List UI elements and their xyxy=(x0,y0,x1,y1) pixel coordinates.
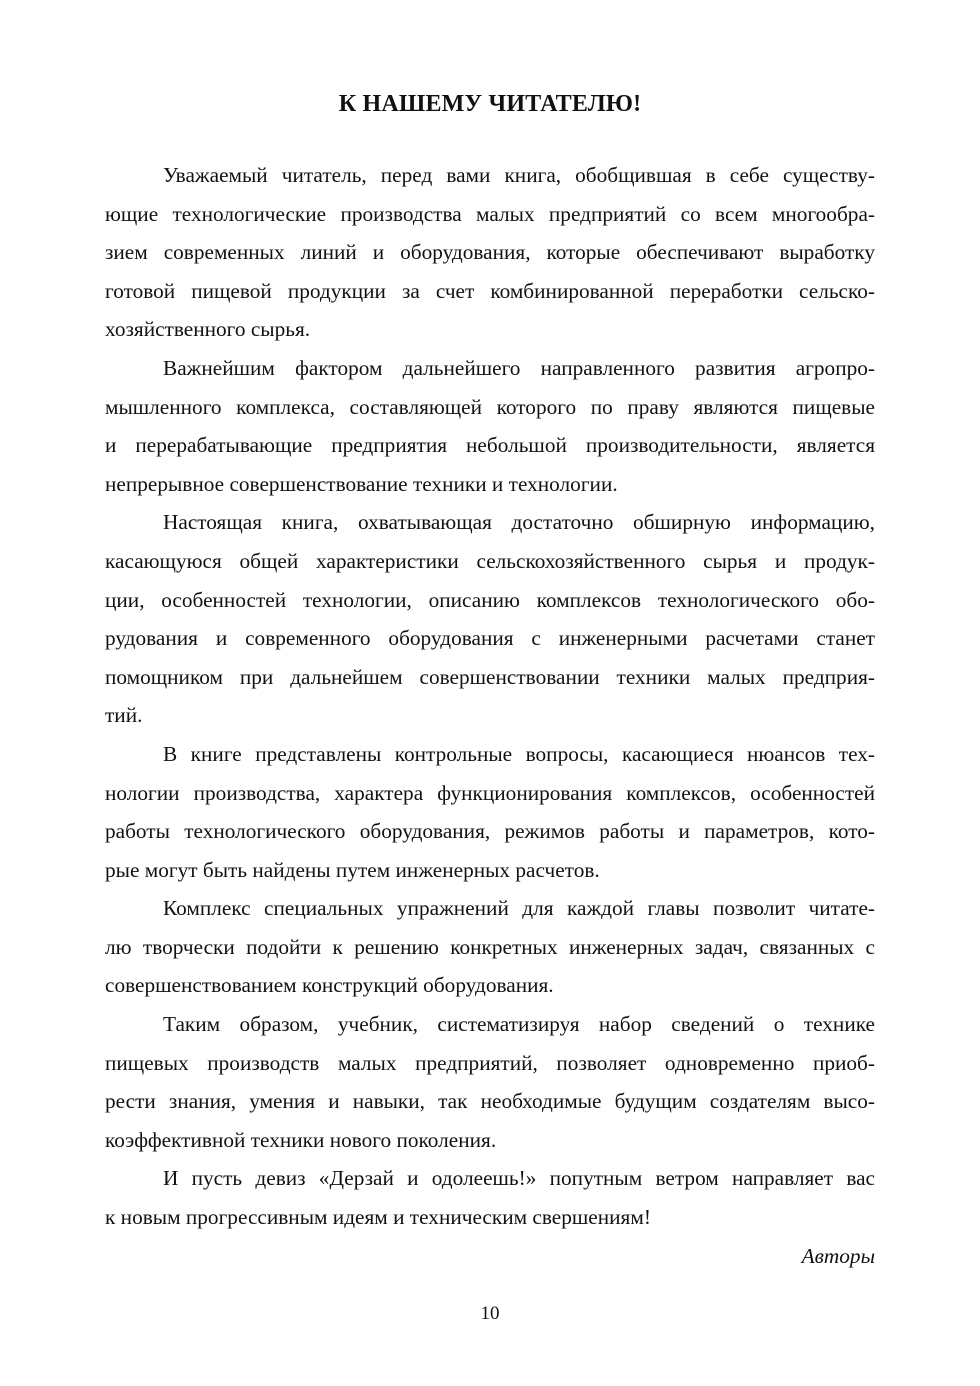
paragraph-line: непрерывное совершенствование техники и технологии. xyxy=(105,471,618,496)
paragraph-line: Таким образом, учебник, систематизируя набор сведений о технике xyxy=(163,1012,875,1037)
paragraph xyxy=(105,503,875,735)
paragraph-line: рести знания, умения и навыки, так необходимые будущим создателям высо- xyxy=(105,1089,875,1114)
paragraph-line: и перерабатывающие предприятия небольшой производительности, является xyxy=(105,433,875,458)
paragraph-line: Уважаемый читатель, перед вами книга, обобщившая в себе существу- xyxy=(163,163,875,187)
paragraph-line: лю творчески подойти к решению конкретных инженерных задач, связанных с xyxy=(105,934,875,959)
paragraph-line: касающуюся общей характеристики сельскохозяйственного сырья и продук- xyxy=(105,548,875,573)
paragraph-line: тий. xyxy=(105,703,143,728)
page-title: К НАШЕМУ ЧИТАТЕЛЮ! xyxy=(338,91,642,117)
signature: Авторы xyxy=(801,1243,875,1268)
document-page xyxy=(105,88,875,1275)
page-number: 10 xyxy=(480,1303,500,1324)
paragraph-line: Комплекс специальных упражнений для каждой главы позволит читате- xyxy=(163,896,875,921)
paragraph-line: зием современных линий и оборудования, которые обеспечивают выработку xyxy=(105,240,875,265)
paragraph xyxy=(105,156,875,349)
paragraph xyxy=(105,1159,875,1236)
paragraph-line: Важнейшим фактором дальнейшего направленного развития агропро- xyxy=(163,355,875,380)
paragraph-line: нологии производства, характера функционирования комплексов, особенностей xyxy=(105,780,875,805)
paragraph-line: работы технологического оборудования, режимов работы и параметров, кото- xyxy=(105,819,875,844)
paragraph-line: ции, особенностей технологии, описанию комплексов технологического обо- xyxy=(105,587,875,612)
paragraph-line: готовой пищевой продукции за счет комбинированной переработки сельско- xyxy=(105,278,875,303)
paragraph-line: помощником при дальнейшем совершенствовании техники малых предприя- xyxy=(105,664,875,689)
paragraph xyxy=(105,1005,875,1159)
paragraph-line: рудования и современного оборудования с инженерными расчетами станет xyxy=(105,626,875,651)
paragraph-line: коэффективной техники нового поколения. xyxy=(105,1127,497,1152)
paragraph-line: пищевых производств малых предприятий, позволяет одновременно приоб- xyxy=(105,1050,875,1075)
paragraph-line: В книге представлены контрольные вопросы, касающиеся нюансов тех- xyxy=(163,741,875,766)
paragraph-line: И пусть девиз «Дерзай и одолеешь!» попутным ветром направляет вас xyxy=(163,1166,875,1191)
paragraph xyxy=(105,349,875,503)
paragraph xyxy=(105,889,875,1005)
paragraph-line: хозяйственного сырья. xyxy=(105,317,311,342)
body-text xyxy=(105,156,875,1237)
paragraph xyxy=(105,735,875,889)
paragraph-line: мышленного комплекса, составляющей которого по праву являются пищевые xyxy=(105,394,875,419)
paragraph-line: рые могут быть найдены путем инженерных расчетов. xyxy=(105,857,600,882)
paragraph-line: Настоящая книга, охватывающая достаточно обширную информацию, xyxy=(163,510,875,535)
paragraph-line: совершенствованием конструкций оборудования. xyxy=(105,973,554,998)
paragraph-line: ющие технологические производства малых предприятий со всем многообра- xyxy=(105,201,875,226)
paragraph-line: к новым прогрессивным идеям и техническим свершениям! xyxy=(105,1205,651,1230)
